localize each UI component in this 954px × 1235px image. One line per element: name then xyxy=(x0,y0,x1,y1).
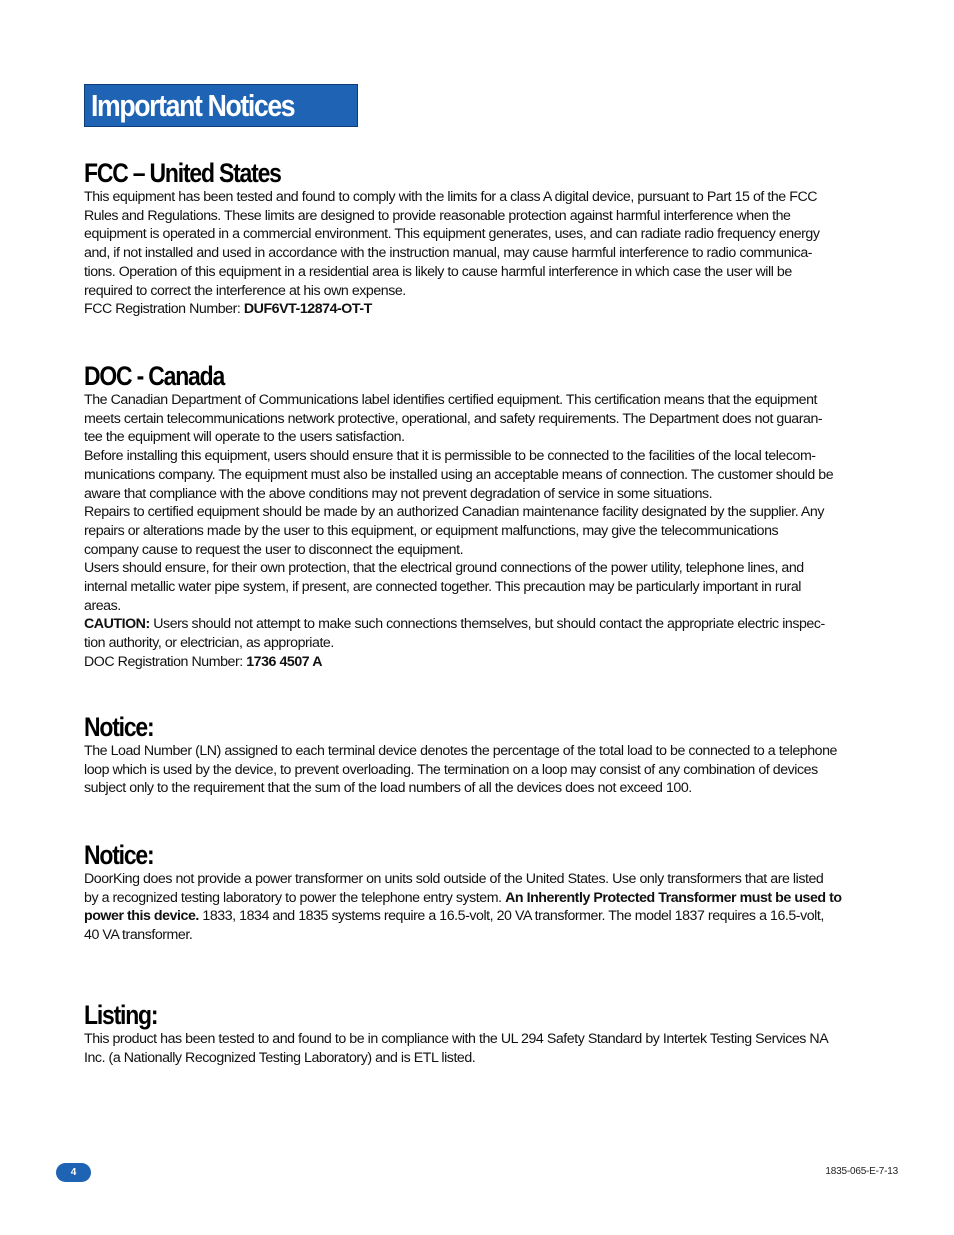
fcc-heading: FCC – United States xyxy=(84,158,281,188)
notice-transformer-section xyxy=(84,840,874,945)
caution-label: CAUTION: xyxy=(84,616,150,633)
notice-heading: Notice: xyxy=(84,840,154,870)
notice-body: DoorKing does not provide a power transformer on units sold outside of the United States. Use only transformers that are listed by a recognized testing laboratory to power the telephone entry system. An Inherently Protected Transformer must be used to power this device. 1833, 1834 and 1835 systems require a 16.5-volt, 20 VA transformer. The model 1837 requires a 16.5-volt, 40 VA transformer. xyxy=(84,871,842,944)
doc-heading: DOC - Canada xyxy=(84,361,225,391)
page-title: Important Notices xyxy=(91,87,295,123)
fcc-registration-label: FCC Registration Number: xyxy=(84,301,241,318)
listing-body: This product has been tested to and found to be in compliance with the UL 294 Safety Standard by Intertek Testing Services NA Inc. (a Nationally Recognized Testing Laboratory) and is ETL listed. xyxy=(84,1031,829,1066)
doc-registration-label: DOC Registration Number: xyxy=(84,653,243,670)
fcc-section xyxy=(84,158,874,319)
doc-registration-number: 1736 4507 A xyxy=(246,653,322,670)
doc-section xyxy=(84,361,874,672)
page-number-badge xyxy=(56,1163,91,1182)
notice-load-number-section xyxy=(84,712,874,798)
listing-heading: Listing: xyxy=(84,1000,158,1030)
notice-heading: Notice: xyxy=(84,712,154,742)
fcc-body: This equipment has been tested and found to comply with the limits for a class A digital device, pursuant to Part 15 of the FCC Rules and Regulations. These limits are designed to provide reasonable protection against harmful interference when the equipment is operated in a commercial environment. This equipment generates, uses, and can radiate radio frequency energy and, if not installed and used in accordance with the instruction manual, may cause harmful interference to radio communica- tions. Operation of this equipment in a residential area is likely to cause harmful interference in which case the user will be required to correct the interference at his own expense. FCC Registration Number: DUF6VT-12874-OT-T xyxy=(84,189,820,318)
doc-body: The Canadian Department of Communications label identifies certified equipment. This certification means that the equipment meets certain telecommunications network protective, operational, and safety requirements. The Department does not guaran- tee the equipment will operate to the users satisfaction. Before installing this equipment, users should ensure that it is permissible to be connected to the facilities of the local telecom- munications company. The equipment must also be installed using an acceptable means of connection. The customer should be aware that compliance with the above conditions may not prevent degradation of service in some situations. Repairs to certified equipment should be made by an authorized Canadian maintenance facility designated by the supplier. Any repairs or alterations made by the user to this equipment, or equipment malfunctions, may give the telecommunications company cause to request the user to disconnect the equipment. Users should ensure, for their own protection, that the electrical ground connections of the power utility, telephone lines, and internal metallic water pipe system, if present, are connected together. This precaution may be particularly important in rural areas. CAUTION: Users should not attempt to make such connections themselves, but should contact the appropriate electric inspec- tion authority, or electrician, as appropriate. DOC Registration Number: 1736 4507 A xyxy=(84,392,834,670)
document-code: 1835-065-E-7-13 xyxy=(825,1166,898,1177)
listing-section xyxy=(84,1000,874,1067)
fcc-registration-number: DUF6VT-12874-OT-T xyxy=(243,301,372,318)
page-title-banner xyxy=(84,84,358,127)
page-number: 4 xyxy=(70,1167,77,1178)
notice-body: The Load Number (LN) assigned to each terminal device denotes the percentage of the total load to be connected to a telephone loop which is used by the device, to prevent overloading. The termination on a loop may consist of any combination of devices subject only to the requirement that the sum of the load numbers of all the devices does not exceed 100. xyxy=(84,743,837,797)
